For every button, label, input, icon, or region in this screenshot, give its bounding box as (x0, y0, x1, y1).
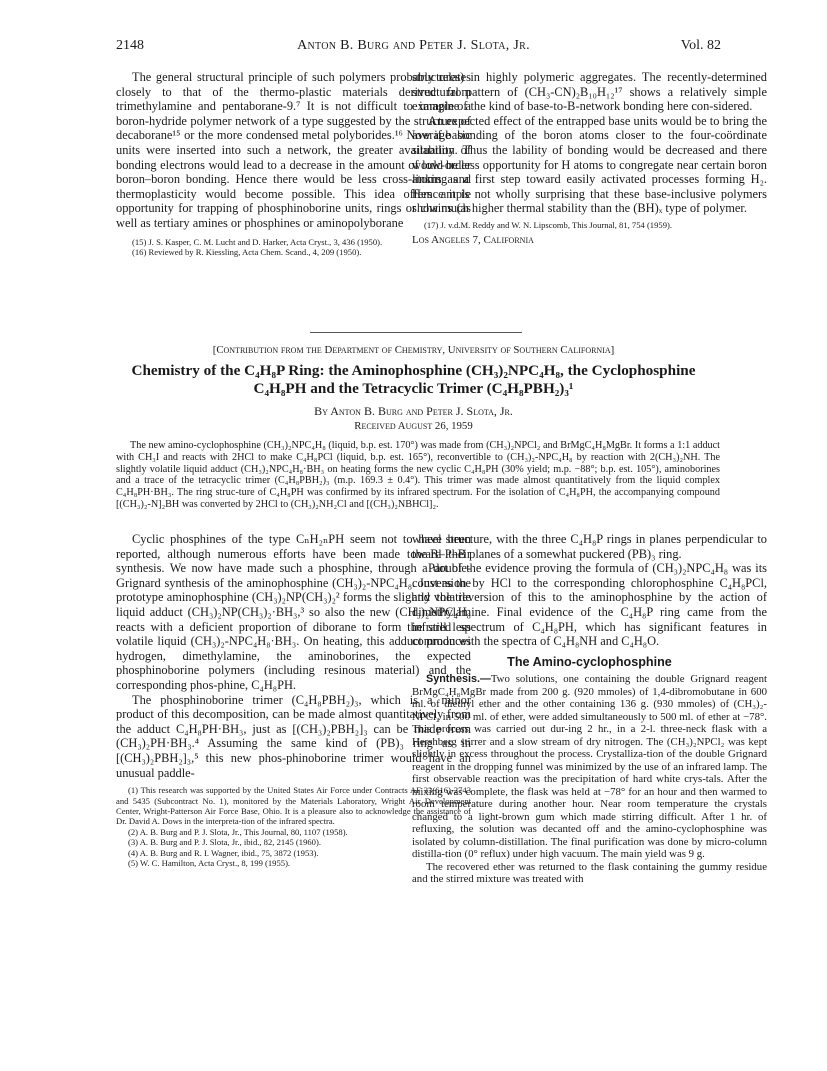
footnote-2: (2) A. B. Burg and P. J. Slota, Jr., This Journal, 80, 1107 (1958). (128, 826, 348, 837)
synthesis-label: Synthesis.— (426, 673, 491, 686)
trimer-paragraph: The phosphinoborine trimer (C₄H₈PBH₂)₃, which is a minor product of this decomposition, can be made almost quantitatively from the adduct C₄H₈PH·BH₃, just as [(CH₃)₂PBH₂]₃ can be made from (CH₃)₂PH·BH₃.⁴ Assuming the same kind of (PB)₃ ring as in [(CH₃)₂PBH₂]₃,⁵ this new phos-phinoborine trimer would have an unusual paddle- (116, 692, 471, 780)
footnote-5: (5) W. C. Hamilton, Acta Cryst., 8, 199 (1955). (128, 857, 291, 868)
section-heading: The Amino-cyclophosphine (507, 654, 672, 669)
paddle-wheel-paragraph: wheel structure, with the three C₄H₈P rings in planes perpendicular to the B–P–B planes of a somewhat puckered (PB)₃ ring. (412, 532, 767, 561)
footnote-4: (4) A. B. Burg and R. I. Wagner, ibid., 75, 3872 (1953). (128, 847, 319, 858)
page-number: 2148 (116, 38, 144, 53)
footnote-16: (16) Reviewed by R. Kiessling, Acta Chem. Scand., 4, 209 (1950). (132, 246, 362, 257)
article-title (0, 362, 827, 398)
received-date: Received August 26, 1959 (354, 420, 473, 432)
volume-number: Vol. 82 (680, 38, 721, 53)
synthesis-text: Two solutions, one containing the double Grignard reagent BrMgC₄H₈MgBr made from 200 g. (920 mmoles) of 1,4-dibromobutane in 600 ml. of diethyl ether and the other containing 136 g. (930 mmoles) of (CH₃)₂-NPCl₂ in 500 ml. of ether, were added simultaneously to 500 ml. of ether at −78°. This process was carried out dur-ing 2 hr., in a 2-l. three-neck flask with a Hershberg stirrer and a slow stream of dry nitrogen. The (CH₃)₂NPCl₂ was kept slightly in excess throughout the process. Crystalliza-tion of the double Grignard reagent in the dropping funnel was minimized by the use of an infrared lamp. The first observable reaction was the precipitation of hard white crys-tals. After the mixing was complete, the flask was held at −78° for an hour and then warmed to room temperature during another hour. Near room temperature the crystals changed to a light-brown gum which made stirring difficult. After 1 hr. of refluxing, the solution was decanted off and the amino-cyclophosphine was isolated by column-distillation. The final purification was done by micro-column distilla-tion (0° reflux) under high vacuum. The main yield was 9 g. (412, 673, 767, 861)
evidence-paragraph: Part of the evidence proving the formula of (CH₃)₂NPC₄H₈ was its conversion by HCl to the corresponding chlorophosphine C₄H₈PCl, and the reversion of this to the aminophosphine by the action of dimethylamine. Final evidence of the C₄H₈P ring came from the infrared spectrum of C₄H₈PH, which has significant features in common with the spectra of C₄H₈NH and C₄H₈O. (412, 561, 767, 649)
top-right-column (412, 70, 767, 248)
title-line-2: C₄H₈PH and the Tetracyclic Trimer (C₄H₈PBH₂)₃¹ (253, 380, 574, 397)
intro-paragraph: Cyclic phosphines of the type CₙH₂ₙPH seem not to have been reported, although numerous efforts have been made toward their synthesis. We now have made such a phosphine, through a double-Grignard synthesis of the aminophosphine (CH₃)₂-NPC₄H₈. Just as the prototype aminophosphine (CH₃)₂NP(CH₃)₂² forms the slightly volatile liquid adduct (CH₃)₂NP(CH₃)₂·BH₃,³ so also the new (CH₃)₂NPC₄H₈ reacts with a deficient proportion of diborane to form the still less volatile liquid (CH₃)₂-NPC₄H₈·BH₃. On heating, this adduct produces hydrogen, dimethylamine, the aminoborines, the expected phosphinoborine polymers (including resinous material) and the corresponding phos-phine, C₄H₈PH. (116, 532, 471, 692)
running-head-authors: Anton B. Burg and Peter J. Slota, Jr. (297, 38, 530, 53)
footnote-15: (15) J. S. Kasper, C. M. Lucht and D. Harker, Acta Cryst., 3, 436 (1950). (132, 236, 383, 247)
footnote-1: (1) This research was supported by the United States Air Force under Contracts AF 33(616)-2743 and 5435 (Subcontract No. 1), monitored by the Materials Laboratory, Wright Air Development Center, Wright-Patterson Air Force Base, Ohio. It is a pleasure also to acknowledge the assistance of Dr. David A. Dows in the interpreta-tion of the infrared spectra. (116, 785, 471, 827)
section-divider (310, 332, 522, 333)
continued-paragraph: The general structural principle of such polymers probably relates closely to that of the thermo-plastic materials derived from trimethylamine and pentaborane-9.⁷ It is not difficult to imagine a boron-hydride polymer network of a type suggested by the structure of decaborane¹⁵ or the more condensed metal polyborides.¹⁶ Now if basic units were inserted into such a network, the greater availability of bonding electrons would lead to a decrease in the amount of low-order boron–boron bonding. Hence there would be less cross-linking and thermoplasticity would become possible. This idea offers ample opportunity for trapping of phosphinoborine units, rings or chains (as well as tertiary amines or phosphines or aminopolyborane (116, 70, 471, 230)
byline: By Anton B. Burg and Peter J. Slota, Jr. (314, 404, 513, 418)
footnote-17: (17) J. v.d.M. Reddy and W. N. Lipscomb, This Journal, 81, 754 (1959). (424, 219, 673, 230)
synthesis-block (412, 673, 767, 886)
body-right-column (412, 532, 767, 886)
title-line-1: Chemistry of the C₄H₈P Ring: the Aminophosphine (CH₃)₂NPC₄H₈, the Cyclophosphine (131, 362, 696, 379)
recovered-ether-paragraph: The recovered ether was returned to the flask containing the gummy residue and the stirred mixture was treated with (412, 860, 767, 886)
author-location: Los Angeles 7, California (412, 234, 534, 247)
abstract (116, 440, 720, 511)
footnote-3: (3) A. B. Burg and P. J. Slota, Jr., ibid., 82, 2145 (1960). (128, 837, 321, 848)
paragraph-entrapped-base: An expected effect of the entrapped base units would be to bring the average bonding of the boron atoms closer to the four-coördinate situation. Thus the lability of bonding would be decreased and there would be less opportunity for H atoms to congregate near certain boron atoms as a first step toward easily activated processes forming H₂. Hence it is not wholly surprising that these base-inclusive polymers show much higher thermal stability than the (BH)ₓ type of polymer. (412, 113, 767, 216)
abstract-text: The new amino-cyclophosphine (CH₃)₂NPC₄H₈ (liquid, b.p. est. 170°) was made from (CH₃)₂NPCl₂ and BrMgC₄H₈MgBr. It forms a 1:1 adduct with CH₃I and reacts with 2HCl to make C₄H₈PCl (liquid, b.p. est. 165°), reconvertible to (CH₃)₂-NPC₄H₈ by reaction with 2(CH₃)₂NH. The slightly volatile liquid adduct (CH₃)₂NPC₄H₈·BH₃ on heating forms the new cyclic C₄H₈PH (30% yield; m.p. −88°; b.p. est. 105°), aminoborines and a trace of the tetracyclic trimer (C₄H₈PBH₂)₃ (m.p. 169.3 ± 0.4°). This trimer was made almost quantitatively from the liquid complex C₄H₈PH·BH₃. The ring struc-ture of C₄H₈PH was confirmed by its infrared spectrum. For the isolation of C₄H₈PH, the accompanying compound [(CH₃)₂-N]₂BH was converted by 2HCl to (CH₃)₂NH₂Cl and [(CH₃)₂NBHCl]₂. (116, 440, 720, 510)
continued-paragraph-right: structures) in highly polymeric aggregates. The recently-determined structural pattern of (CH₃-CN)₂B₁₀H₁₂¹⁷ shows a relatively simple example of the kind of base-to-B-network bonding here con-sidered. (412, 70, 767, 114)
contribution-line: [Contribution from the Department of Chemistry, University of Southern California] (212, 344, 615, 356)
